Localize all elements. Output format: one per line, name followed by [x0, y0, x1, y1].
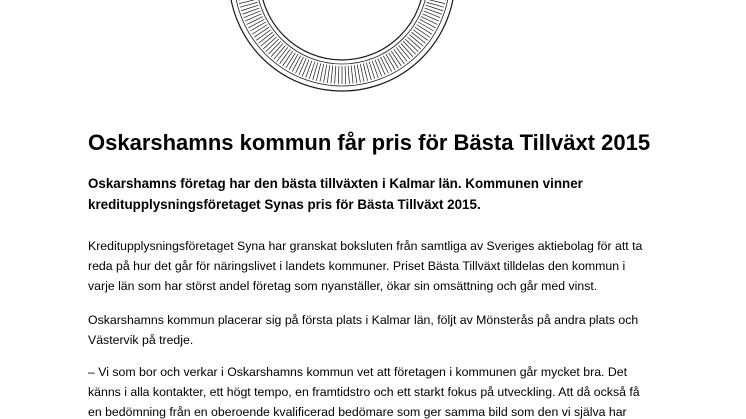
seal-tick	[292, 56, 300, 72]
seal-tick	[351, 66, 353, 84]
paragraph-line: – Vi som bor och verkar i Oskarshamns kommun vet att företagen i kommunen går mycket bra. Det	[88, 365, 628, 379]
seal-tick	[421, 17, 437, 25]
seal-tick	[422, 14, 438, 21]
seal-tick	[242, 8, 259, 14]
seal-tick	[286, 53, 296, 68]
seal-tick	[424, 11, 441, 18]
paragraph-line: Västervik på tredje.	[88, 333, 194, 347]
seal-tick	[417, 25, 432, 35]
seal-tick	[335, 66, 336, 84]
seal-tick	[372, 61, 378, 78]
seal-tick	[302, 60, 309, 77]
body-paragraph	[88, 310, 678, 350]
seal-tick	[327, 65, 330, 83]
seal-tick	[386, 54, 395, 70]
seal-tick	[338, 66, 339, 84]
seal-tick	[244, 11, 261, 18]
seal-tick	[324, 65, 327, 83]
body-paragraph	[88, 236, 678, 296]
seal-tick	[250, 22, 266, 31]
seal-tick	[375, 60, 382, 77]
quote-paragraph	[88, 362, 678, 419]
paragraph-line: känns i alla kontakter, ett högt tempo, en framtidstro och ett starkt fokus på utveckling. Att då också få	[88, 385, 640, 399]
seal-tick	[418, 22, 434, 31]
seal-tick	[425, 8, 442, 14]
seal-tick	[357, 65, 360, 83]
seal-tick	[296, 57, 304, 73]
seal-tick	[245, 14, 261, 21]
seal-tick	[348, 66, 349, 84]
seal-tick	[378, 58, 385, 74]
paragraph-line: Kreditupplysningsföretaget Syna har granskat boksluten från samtliga av Sveriges aktiebolag för att ta	[88, 239, 643, 253]
seal-tick	[306, 61, 312, 78]
seal-tick	[345, 66, 346, 84]
seal-tick	[381, 57, 389, 73]
paragraph-line: en bedömning från en oberoende kvalificerad bedömare som ger samma bild som den vi själva har	[88, 405, 627, 419]
seal-tick	[354, 65, 357, 83]
seal-tick	[299, 58, 306, 74]
lead-line: kreditupplysningsföretaget Synas pris för Bästa Tillväxt 2015.	[88, 197, 481, 212]
page-title: Oskarshamns kommun får pris för Bästa Tillväxt 2015	[88, 130, 651, 155]
seal-tick	[420, 19, 436, 27]
lead-line: Oskarshamns företag har den bästa tillväxten i Kalmar län. Kommunen vinner	[88, 176, 583, 191]
seal-tick	[252, 25, 267, 35]
seal-tick	[383, 56, 391, 72]
seal-tick	[247, 17, 263, 25]
paragraph-line: varje län som har störst andel företag som nyanställer, ökar sin omsättning och går med vinst.	[88, 279, 598, 293]
seal-tick	[320, 64, 324, 82]
paragraph-line: Oskarshamns kommun placerar sig på första plats i Kalmar län, följt av Mönsterås på andra plats och	[88, 313, 639, 327]
seal-tick	[389, 53, 399, 68]
seal-tick	[289, 54, 298, 70]
seal-tick	[248, 19, 264, 27]
seal-tick	[360, 64, 364, 82]
paragraph-line: reda på hur det går för näringslivet i landets kommuner. Priset Bästa Tillväxt tilldelas den kommun i	[88, 259, 626, 273]
seal-tick	[331, 66, 333, 84]
lead-paragraph	[88, 173, 678, 215]
award-seal-icon	[226, 0, 458, 94]
